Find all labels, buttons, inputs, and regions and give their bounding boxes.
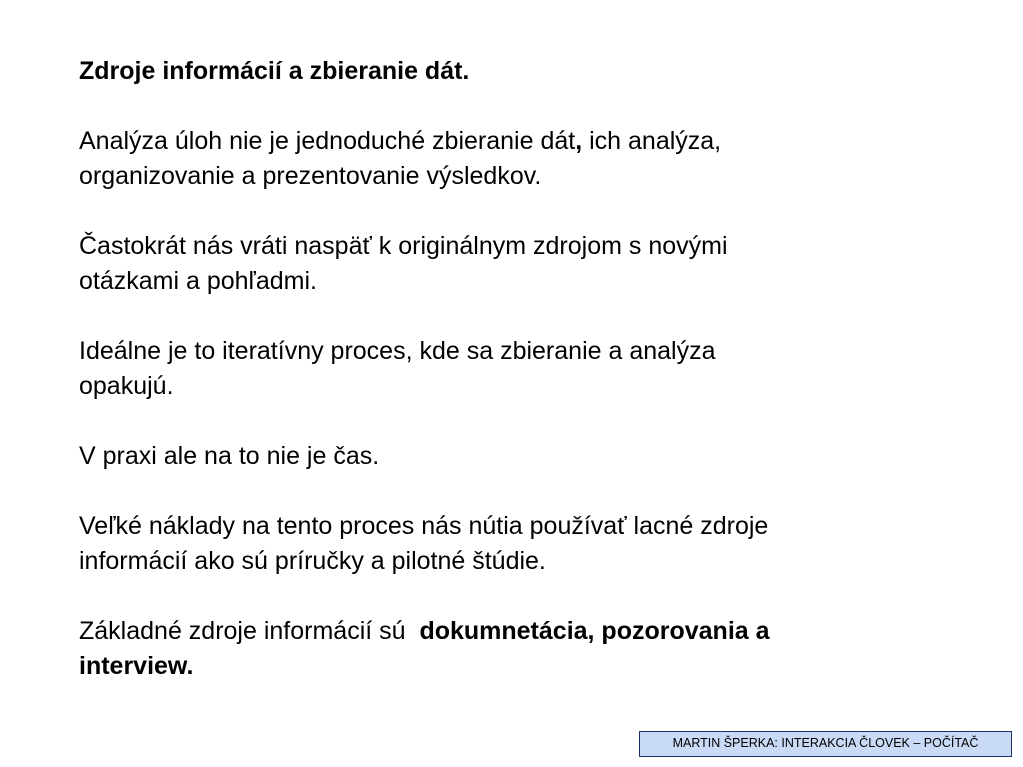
- paragraph-text: informácií ako sú príručky a pilotné štúdie.: [79, 547, 546, 575]
- paragraph-basic-sources: [79, 614, 959, 684]
- paragraph-text: Ideálne je to iteratívny proces, kde sa zbieranie a analýza: [79, 337, 716, 365]
- slide-title: Zdroje informácií a zbieranie dát.: [79, 57, 470, 85]
- paragraph-comma: ,: [575, 127, 583, 155]
- paragraph-text: Základné zdroje informácií sú: [79, 617, 420, 645]
- paragraph-no-time: [79, 439, 959, 474]
- paragraph-text: Veľké náklady na tento proces nás nútia používať lacné zdroje: [79, 512, 769, 540]
- paragraph-costs: [79, 509, 959, 579]
- paragraph-text: organizovanie a prezentovanie výsledkov.: [79, 162, 542, 190]
- paragraph-text: opakujú.: [79, 372, 174, 400]
- paragraph-return-to-sources: [79, 229, 959, 299]
- paragraph-text: Častokrát nás vráti naspäť k originálnym zdrojom s novými: [79, 232, 728, 260]
- footer-badge: MARTIN ŠPERKA: INTERAKCIA ČLOVEK – POČÍTAČ: [639, 731, 1012, 757]
- paragraph-bold-text: dokumnetácia, pozorovania a: [419, 617, 770, 645]
- paragraph-bold-text: interview.: [79, 652, 194, 680]
- paragraph-task-analysis: [79, 124, 959, 194]
- paragraph-text: ich analýza,: [582, 127, 722, 155]
- paragraph-text: otázkami a pohľadmi.: [79, 267, 317, 295]
- paragraph-text: Analýza úloh nie je jednoduché zbieranie dát: [79, 127, 576, 155]
- paragraph-text: V praxi ale na to nie je čas.: [79, 442, 380, 470]
- slide-content: [79, 54, 959, 684]
- paragraph-iterative-process: [79, 334, 959, 404]
